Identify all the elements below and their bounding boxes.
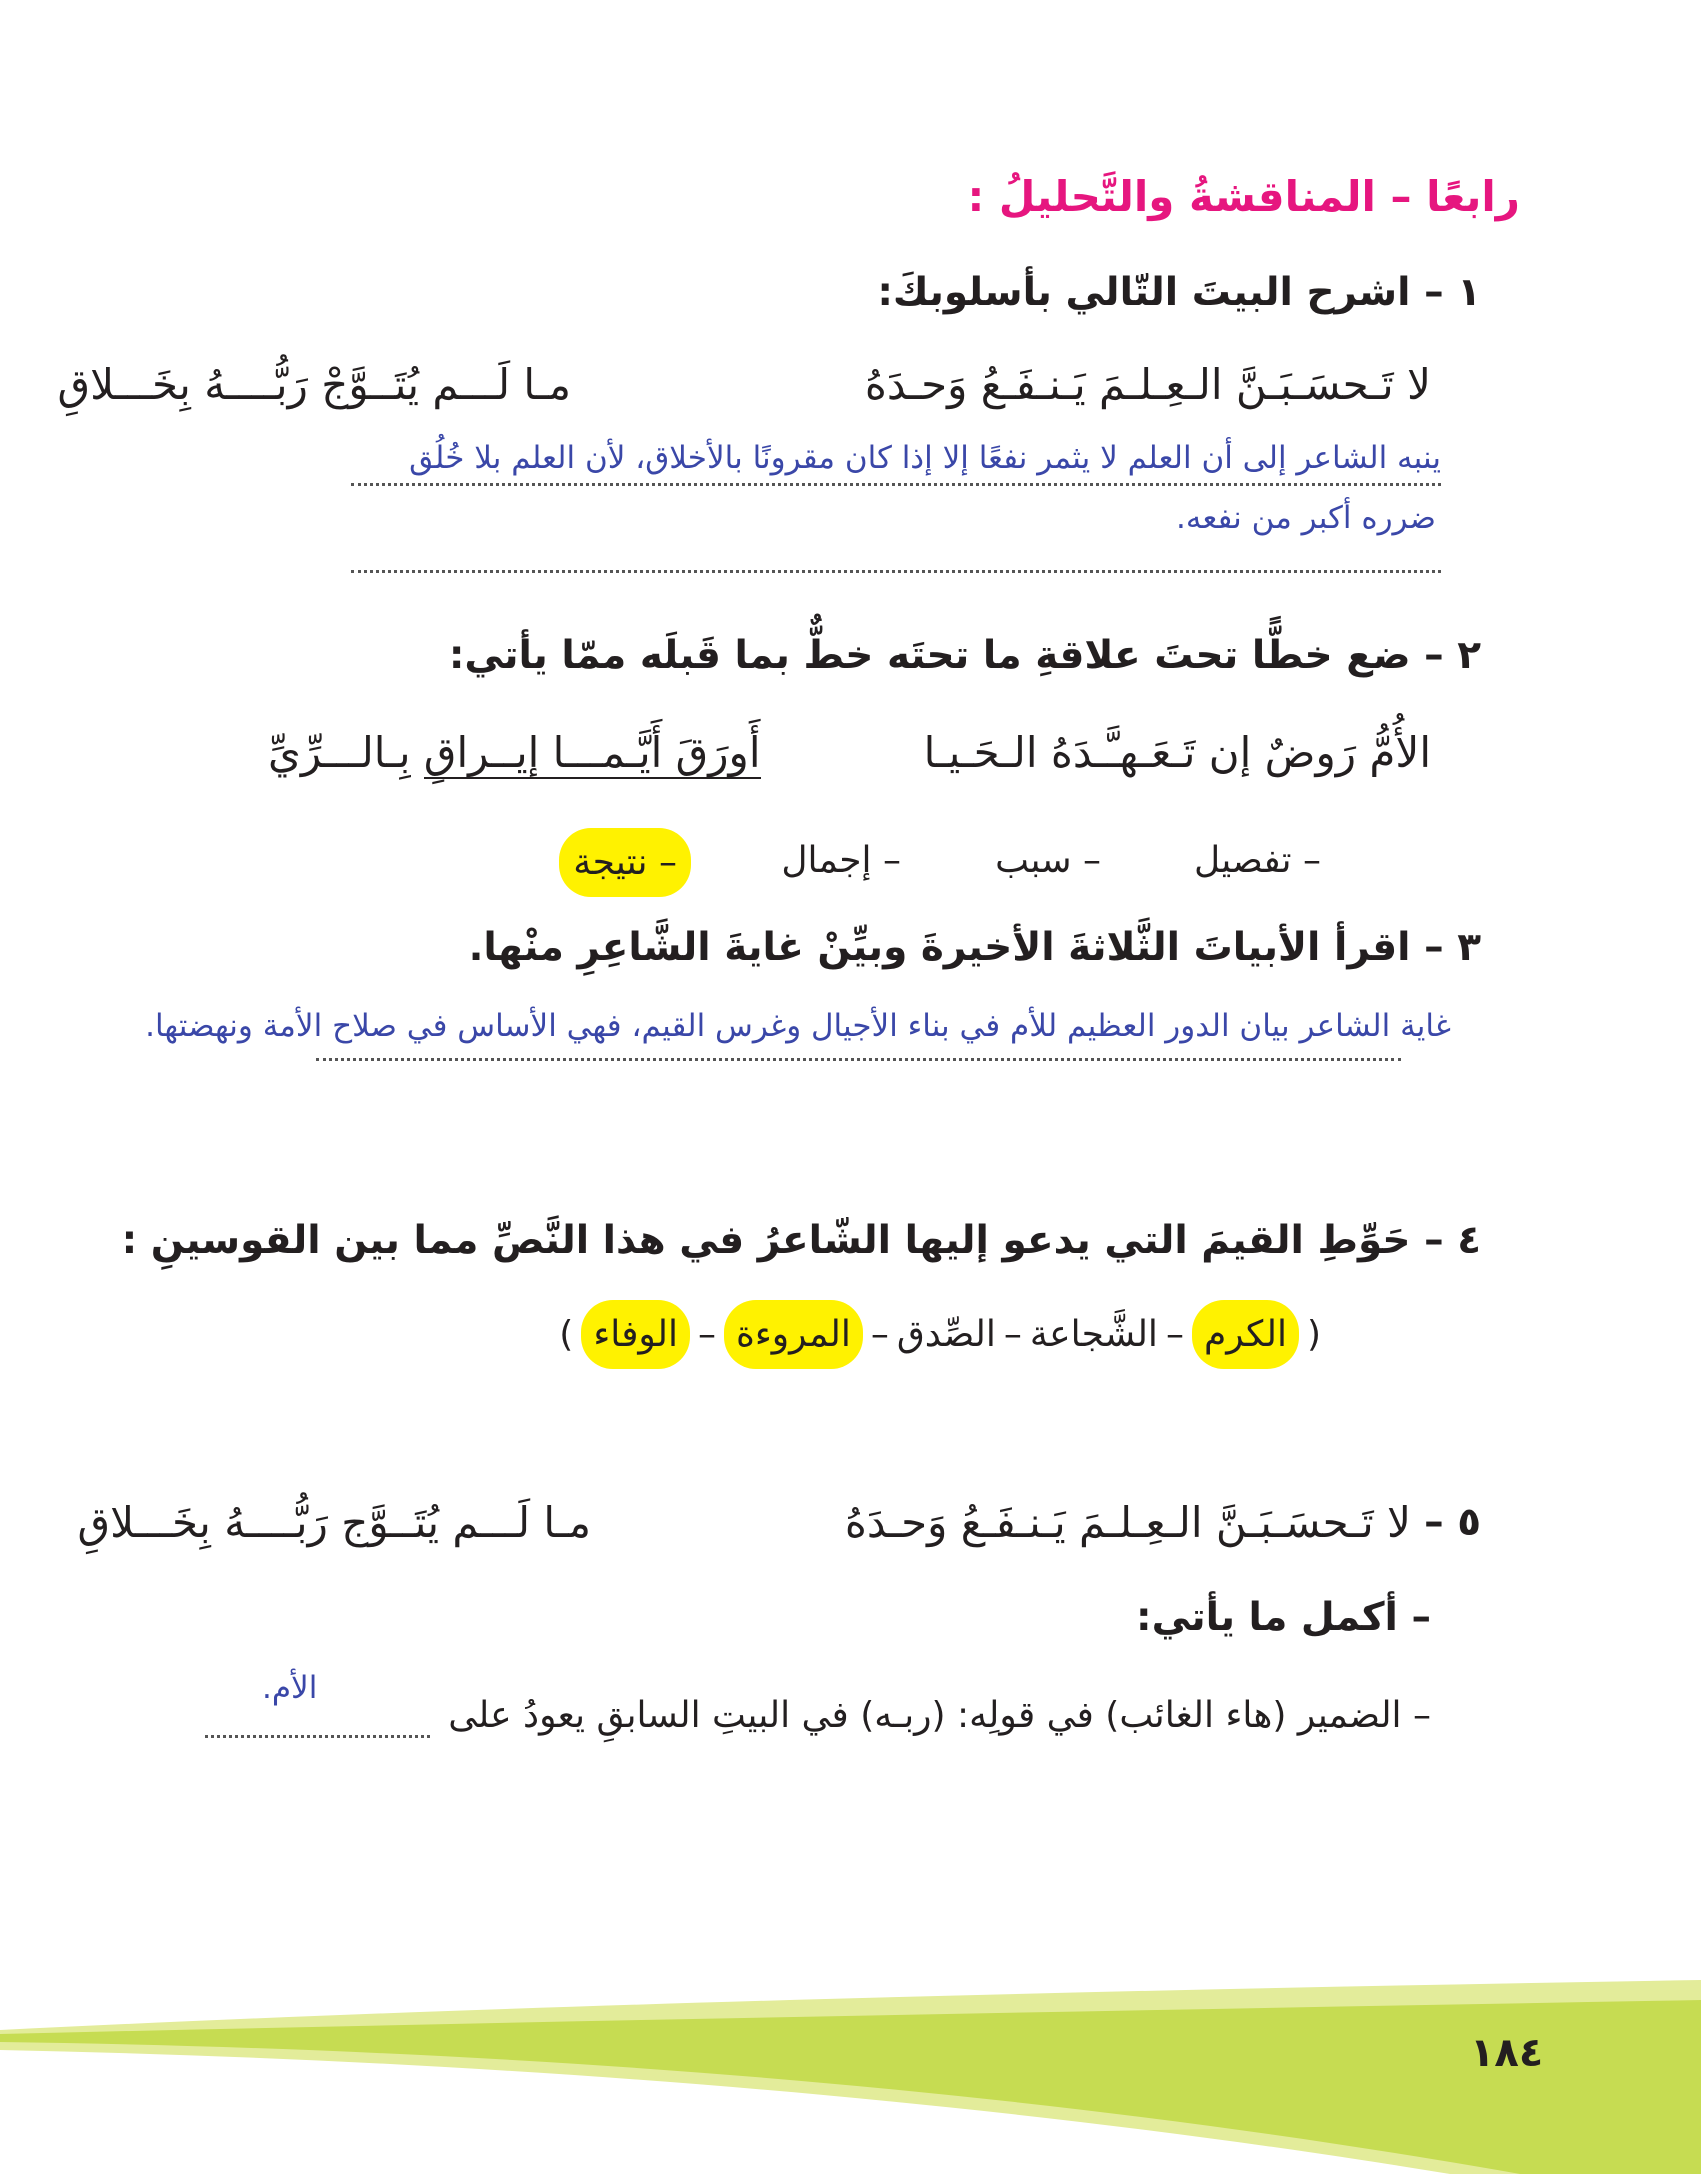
q4-value-karam[interactable]: الكرم <box>1192 1300 1299 1369</box>
question-2-prompt: ٢ – ضع خطًّا تحتَ علاقةِ ما تحتَه خطٌّ بما قَبلَه ممّا يأتي: <box>448 633 1481 678</box>
q2-verse-first-hemistich: الأُمُّ رَوضٌ إن تَـعَـهـَّـدَهُ الـحَـيـا <box>923 728 1431 777</box>
q4-separator: – <box>698 1314 716 1355</box>
q1-answer-dotted-line-1 <box>351 483 1441 486</box>
q2-verse-second-hemistich <box>268 728 761 777</box>
page-number: ١٨٤ <box>1470 2030 1544 2076</box>
q5-verse-second-hemistich: مـا لَـــم يُتَــوَّج رَبُّــــهُ بِخَـــلاقِ <box>77 1498 591 1547</box>
bottom-decorative-band <box>0 1950 1701 2174</box>
q2-option-nateeja[interactable] <box>559 828 691 897</box>
q2-selected-answer-highlight: – نتيجة <box>559 828 691 897</box>
q4-separator: – <box>1003 1314 1022 1355</box>
q2-verse-plain-part: بِـالـــرِّيِّ <box>268 728 411 777</box>
q1-verse-first-hemistich: لا تَـحسَـبَـنَّ الـعِـلـمَ يَـنـفَـعُ وَحـدَهُ <box>864 360 1431 409</box>
q5-instruction: – أكمل ما يأتي: <box>1135 1595 1431 1640</box>
q1-answer-line-1: ينبه الشاعر إلى أن العلم لا يثمر نفعًا إلا إذا كان مقرونًا بالأخلاق، لأن العلم بلا خُلُق <box>409 440 1441 476</box>
question-3-prompt: ٣ – اقرأ الأبياتَ الثَّلاثةَ الأخيرةَ وبيِّنْ غايةَ الشَّاعِرِ منْها. <box>468 925 1481 970</box>
q3-answer: غاية الشاعر بيان الدور العظيم للأم في بناء الأجيال وغرس القيم، فهي الأساس في صلاح الأمة ونهضتها. <box>145 1008 1451 1044</box>
q4-separator: – <box>870 1314 889 1355</box>
q4-values-row <box>559 1300 1321 1369</box>
q1-answer-dotted-line-2 <box>351 570 1441 573</box>
q4-value-shajaa[interactable]: الشَّجاعة <box>1029 1314 1158 1355</box>
q5-answer: الأم. <box>262 1670 318 1706</box>
q1-answer-line-2: ضرره أكبر من نفعه. <box>1176 500 1436 536</box>
q5-answer-dotted-line <box>205 1735 430 1738</box>
q1-verse-second-hemistich: مـا لَـــم يُتَــوَّجْ رَبُّــــهُ بِخَـــلاقِ <box>57 360 571 409</box>
q2-option-sabab[interactable]: – سبب <box>995 840 1101 881</box>
q2-underlined-phrase: أَورَقَ أَيَّـمـــا إيــراقِ <box>423 728 761 777</box>
q3-answer-dotted-line <box>316 1058 1401 1061</box>
q4-close-paren: ) <box>559 1314 574 1355</box>
q4-value-wafa[interactable]: الوفاء <box>581 1300 690 1369</box>
q4-value-muruah[interactable]: المروءة <box>724 1300 863 1369</box>
question-5-number: ٥ – <box>1424 1500 1481 1545</box>
section-heading: رابعًا – المناقشةُ والتَّحليلُ : <box>967 172 1520 221</box>
q5-verse-first-hemistich: لا تَـحسَـبَـنَّ الـعِـلـمَ يَـنـفَـعُ وَحـدَهُ <box>844 1498 1411 1547</box>
question-4-prompt: ٤ – حَوِّطِ القيمَ التي يدعو إليها الشّاعرُ في هذا النَّصِّ مما بين القوسينِ : <box>121 1218 1481 1263</box>
question-1-prompt: ١ – اشرح البيتَ التّالي بأسلوبكَ: <box>877 270 1481 315</box>
q2-option-tafseel[interactable]: – تفصيل <box>1193 840 1321 881</box>
q4-open-paren: ( <box>1306 1314 1321 1355</box>
q4-separator: – <box>1165 1314 1184 1355</box>
q2-option-ijmal[interactable]: – إجمال <box>781 840 901 881</box>
q5-sentence: – الضمير (هاء الغائب) في قولِه: (ربـه) في البيتِ السابقِ يعودُ على <box>448 1695 1431 1736</box>
q4-value-sidq[interactable]: الصِّدق <box>896 1314 996 1355</box>
